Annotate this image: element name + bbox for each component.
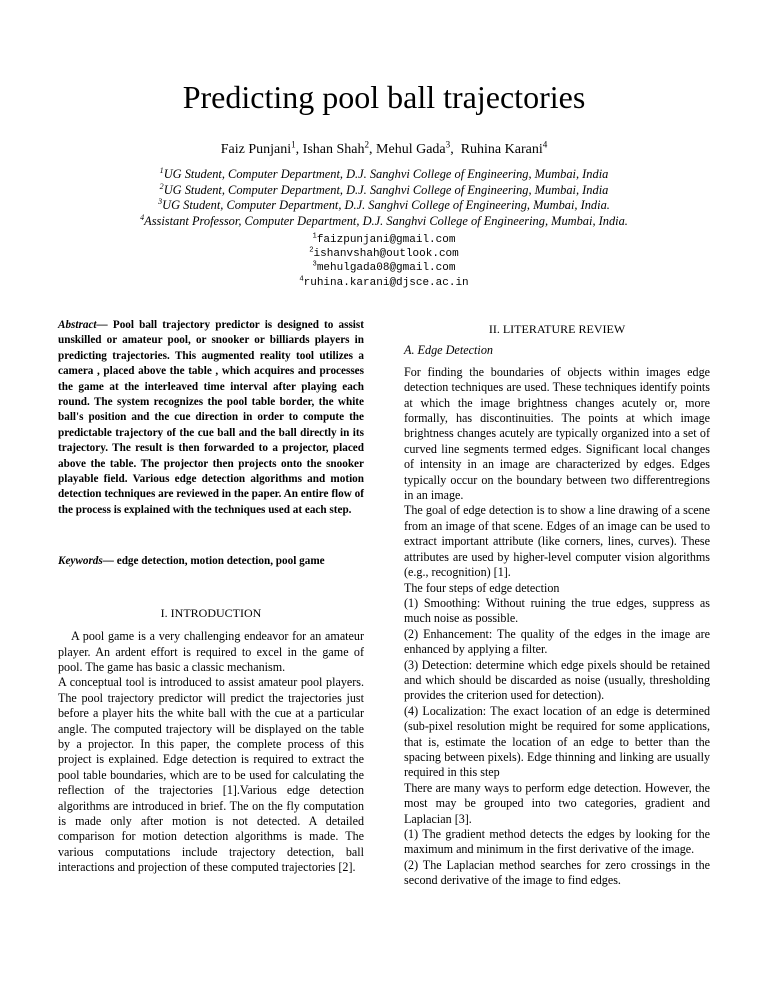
- email-address: mehulgada08@gmail.com: [316, 262, 456, 275]
- affiliation-text: UG Student, Computer Department, D.J. Sanghvi College of Engineering, Mumbai, India: [163, 182, 609, 197]
- introduction-heading: [58, 606, 364, 621]
- right-column: [404, 318, 710, 889]
- affiliation-line: [0, 183, 768, 199]
- literature-review-heading: II. LITERATURE REVIEW: [488, 322, 626, 336]
- abstract-text: Pool ball trajectory predictor is designed to assist unskilled or amateur pool, or snooker or billiards players in predicting trajectories. This augmented reality tool utilizes a camera , placed above the table , which acquires and processes the game at the interleaved time interval after playing each round. The system recognizes the pool table border, the white ball's position and the cue direction in order to compute the predictable trajectory of the cue ball and the ball directly in its trajectory. The result is then forwarded to a projector, placed above the table. The projector then projects onto the snooker playable field. Various edge detection algorithms and motion detection techniques are reviewed in the paper. An entire flow of the process is explained with the techniques used at each step.: [58, 319, 364, 516]
- email-line: [0, 247, 768, 261]
- email-line: [0, 261, 768, 275]
- paragraph: The four steps of edge detection: [404, 580, 560, 595]
- edge-detection-subheading: A. Edge Detection: [404, 343, 494, 358]
- section-number: I.: [160, 605, 168, 620]
- paragraph: The goal of edge detection is to show a line drawing of a scene from an image of that scene. Edges of an image can be used to extract important attribute (like corners, lines, curves). These attributes are used by higher-level computer vision algorithms (e.g., recognition) [1].: [404, 503, 710, 580]
- affiliation-line: [0, 198, 768, 214]
- email-line: [0, 233, 768, 247]
- affiliation-text: Assistant Professor, Computer Department, D.J. Sanghvi College of Engineering, Mumbai, India.: [144, 213, 628, 228]
- author-name: Faiz Punjani: [220, 142, 292, 157]
- author-name: Ruhina Karani: [460, 142, 543, 157]
- paragraph: A pool game is a very challenging endeavor for an amateur player. An ardent effort is required to excel in the game of pool. The game has basic a classic mechanism.: [58, 629, 364, 674]
- affiliation-sup: 4: [140, 212, 145, 222]
- email-sup: 3: [312, 260, 317, 269]
- paper-title: Predicting pool ball trajectories: [182, 79, 586, 115]
- introduction-body: [58, 629, 364, 876]
- affiliation-sup: 3: [158, 197, 163, 207]
- email-sup: 4: [299, 274, 304, 283]
- author-sup: 1: [291, 139, 296, 150]
- paragraph: (1) The gradient method detects the edges by looking for the maximum and minimum in the first derivative of the image.: [404, 827, 710, 857]
- email-sup: 2: [309, 246, 314, 255]
- affiliation-text: UG Student, Computer Department, D.J. Sanghvi College of Engineering, Mumbai, India: [163, 167, 609, 181]
- paragraph: For finding the boundaries of objects within images edge detection techniques are used. These techniques identify points at which the image brightness changes acutely or, more formally, has discontinuities. The points at which image brightness changes acutely are typically organized into a set of curved line segments termed edges. Significant local changes of intensity in an image are characterized by edges. Edges typically occur on the boundary between two differentregions in an image.: [404, 364, 710, 503]
- author-sup: 3: [445, 139, 451, 150]
- paragraph: A conceptual tool is introduced to assist amateur pool players. The pool trajectory predictor will predict the trajectories just before a player hits the white ball with the cue at a particular angle. The computed trajectory will be displayed on the table by a projector. In this paper, the complete process of this project is explained. Edge detection is required to extract the pool table boundaries, which are to be used for calculating the reflection of the trajectories [1].Various edge detection algorithms are introduced in brief. The on the fly computation is made only after motion is not detected. A detailed comparison for motion detection algorithms is made. The various computations include trajectory detection, ball interactions and projection of these computed trajectories [2].: [58, 675, 364, 875]
- author-name: Mehul Gada: [376, 142, 446, 157]
- heading-initial: I: [170, 605, 175, 620]
- author-list: Faiz Punjani$^1$, Ishan Shah$^2$, Mehul Gada$^3$, Ruhina Karani$^4$: [220, 139, 548, 157]
- email-list: [0, 233, 768, 290]
- email-line: [0, 276, 768, 290]
- affiliation-text: UG Student, Computer Department, D.J. Sanghvi College of Engineering, Mumbai, India.: [162, 198, 610, 213]
- author-name: Ishan Shah: [302, 142, 365, 157]
- email-sup: 1: [312, 232, 317, 241]
- keywords-text: edge detection, motion detection, pool game: [113, 555, 325, 568]
- literature-review-body: [404, 365, 710, 889]
- affiliation-sup: 2: [159, 181, 164, 191]
- author-sup: 2: [364, 139, 370, 150]
- left-column: [58, 318, 364, 876]
- affiliation-list: [0, 167, 768, 229]
- affiliation-sup: 1: [159, 165, 164, 175]
- author-sup: 4: [542, 139, 548, 150]
- email-address: ruhina.karani@djsce.ac.in: [303, 276, 469, 289]
- abstract-lead: Abstract—: [58, 319, 108, 331]
- email-address: ishanvshah@outlook.com: [313, 248, 459, 261]
- paragraph: (2) Enhancement: The quality of the edges in the image are enhanced by applying a filter.: [404, 626, 710, 657]
- heading-rest: NTRODUCTION: [174, 605, 262, 620]
- abstract: [58, 318, 364, 518]
- keywords-lead: Keywords—: [58, 555, 114, 568]
- affiliation-line: [0, 167, 768, 183]
- affiliation-line: [0, 214, 768, 230]
- paragraph: (2) The Laplacian method searches for zero crossings in the second derivative of the image to find edges.: [404, 857, 710, 888]
- email-address: faizpunjani@gmail.com: [316, 234, 456, 246]
- paragraph: There are many ways to perform edge detection. However, the most may be grouped into two categories, gradient and Laplacian [3].: [404, 780, 710, 826]
- keywords: [58, 554, 364, 569]
- paragraph: (1) Smoothing: Without ruining the true edges, suppress as much noise as possible.: [404, 595, 710, 626]
- paragraph: (3) Detection: determine which edge pixels should be retained and which should be discarded as noise (usually, thresholding provides the criterion used for detection).: [404, 657, 710, 703]
- paragraph: (4) Localization: The exact location of an edge is determined (sub-pixel resolution might be required for some applications, that is, estimate the location of an edge to better than the spacing between pixels). Edge thinning and linking are usually required in this step: [404, 703, 710, 780]
